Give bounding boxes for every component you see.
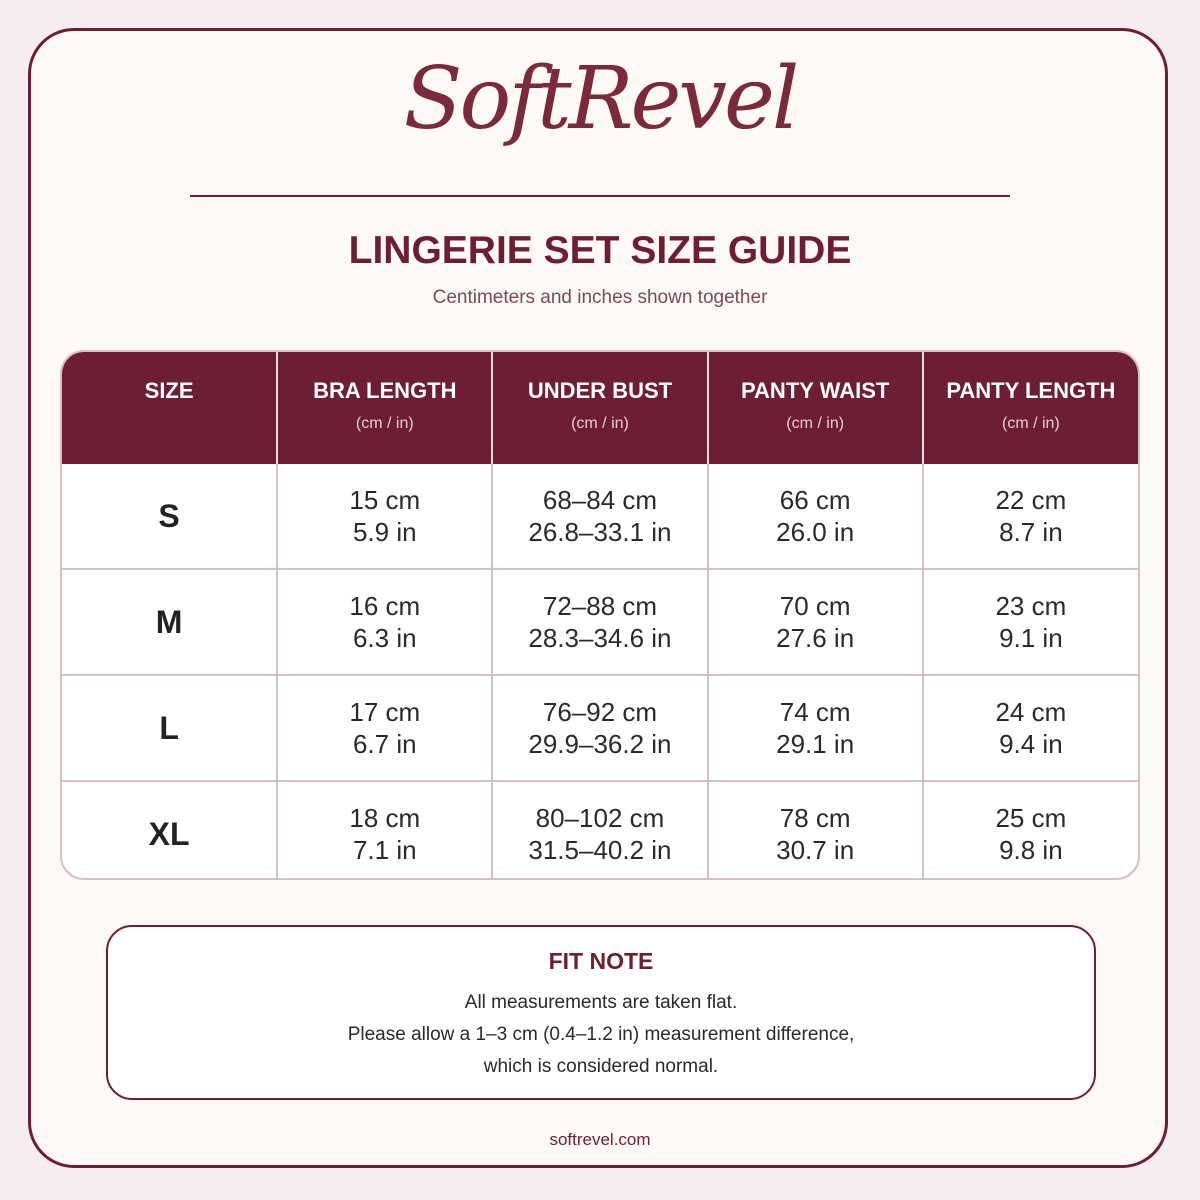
- table-row: [62, 569, 1138, 675]
- panty-length-cell: [923, 569, 1138, 675]
- column-label: PANTY LENGTH: [946, 378, 1116, 403]
- panty-waist-cell: [708, 464, 923, 569]
- cm-value: 66 cm: [779, 485, 851, 515]
- column-label: PANTY WAIST: [741, 378, 890, 403]
- fit-note-line: which is considered normal.: [483, 1056, 719, 1077]
- page-subtitle: Centimeters and inches shown together: [432, 287, 768, 308]
- in-value: 6.3 in: [352, 623, 417, 653]
- divider: [190, 195, 1010, 197]
- panty-waist-cell: [708, 569, 923, 675]
- cm-value: 74 cm: [779, 697, 851, 727]
- size-cell: XL: [62, 781, 277, 880]
- in-value: 9.8 in: [999, 835, 1063, 865]
- in-value: 29.9–36.2 in: [528, 729, 672, 759]
- column-label: BRA LENGTH: [313, 378, 457, 403]
- bra-length-cell: [277, 675, 492, 781]
- in-value: 31.5–40.2 in: [528, 835, 672, 865]
- column-label: SIZE: [144, 378, 194, 403]
- under-bust-cell: [492, 464, 707, 569]
- in-value: 29.1 in: [776, 729, 855, 759]
- size-cell: S: [62, 464, 277, 569]
- cm-value: 17 cm: [349, 697, 421, 727]
- column-header-panty-length: [923, 352, 1138, 464]
- bra-length-cell: [277, 464, 492, 569]
- in-value: 26.8–33.1 in: [528, 517, 672, 547]
- cm-value: 80–102 cm: [535, 803, 665, 833]
- column-label: UNDER BUST: [527, 378, 673, 403]
- under-bust-cell: [492, 781, 707, 880]
- in-value: 9.4 in: [999, 729, 1063, 759]
- in-value: 8.7 in: [999, 517, 1063, 547]
- bra-length-cell: [277, 569, 492, 675]
- cm-value: 18 cm: [349, 803, 421, 833]
- fit-note-box: [106, 925, 1096, 1100]
- cm-value: 78 cm: [779, 803, 851, 833]
- cm-value: 76–92 cm: [542, 697, 658, 727]
- cm-value: 72–88 cm: [542, 591, 658, 621]
- panty-length-cell: [923, 675, 1138, 781]
- under-bust-cell: [492, 569, 707, 675]
- table-row: [62, 464, 1138, 569]
- in-value: 27.6 in: [776, 623, 855, 653]
- cm-value: 16 cm: [349, 591, 421, 621]
- panty-waist-cell: [708, 781, 923, 880]
- size-cell: M: [62, 569, 277, 675]
- column-unit: (cm / in): [571, 415, 629, 432]
- under-bust-cell: [492, 675, 707, 781]
- column-header-under-bust: [492, 352, 707, 464]
- column-unit: (cm / in): [786, 415, 845, 432]
- panty-length-cell: [923, 464, 1138, 569]
- cm-value: 23 cm: [995, 591, 1067, 621]
- fit-note-title: FIT NOTE: [548, 948, 654, 974]
- in-value: 7.1 in: [352, 835, 417, 865]
- cm-value: 68–84 cm: [542, 485, 658, 515]
- cm-value: 70 cm: [779, 591, 851, 621]
- in-value: 28.3–34.6 in: [528, 623, 672, 653]
- size-table: [60, 350, 1140, 880]
- in-value: 30.7 in: [776, 835, 855, 865]
- fit-note-line: Please allow a 1–3 cm (0.4–1.2 in) measurement difference,: [347, 1024, 855, 1045]
- column-unit: (cm / in): [1001, 415, 1060, 432]
- column-unit: (cm / in): [355, 415, 414, 432]
- page-title: LINGERIE SET SIZE GUIDE: [348, 229, 852, 272]
- cm-value: 22 cm: [995, 485, 1067, 515]
- panty-length-cell: [923, 781, 1138, 880]
- fit-note-line: All measurements are taken flat.: [464, 992, 738, 1013]
- in-value: 6.7 in: [352, 729, 417, 759]
- column-header-panty-waist: [708, 352, 923, 464]
- size-cell: L: [62, 675, 277, 781]
- in-value: 26.0 in: [776, 517, 855, 547]
- column-header-bra-length: [277, 352, 492, 464]
- table-row: [62, 675, 1138, 781]
- panty-waist-cell: [708, 675, 923, 781]
- cm-value: 25 cm: [995, 803, 1067, 833]
- table-header: [62, 352, 1138, 464]
- in-value: 5.9 in: [352, 517, 417, 547]
- cm-value: 24 cm: [995, 697, 1067, 727]
- bra-length-cell: [277, 781, 492, 880]
- table-row: [62, 781, 1138, 880]
- fit-note-text: [108, 987, 1094, 1083]
- column-header-size: [62, 352, 277, 464]
- cm-value: 15 cm: [349, 485, 421, 515]
- brand-logo: SoftRevel: [403, 49, 797, 149]
- footer-link[interactable]: softrevel.com: [549, 1130, 651, 1149]
- in-value: 9.1 in: [999, 623, 1063, 653]
